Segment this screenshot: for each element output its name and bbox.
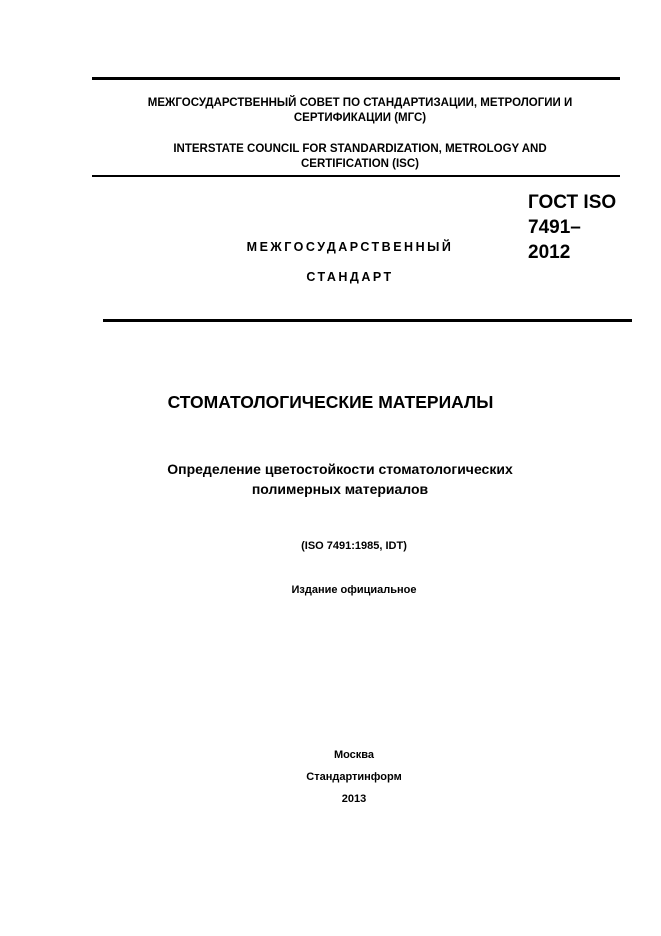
council-en-line2: CERTIFICATION (ISC)	[301, 158, 419, 170]
gost-designation	[528, 190, 616, 265]
imprint	[0, 744, 661, 810]
designation-line2: 7491–	[528, 217, 581, 238]
council-ru	[80, 96, 640, 126]
council-en	[80, 142, 640, 172]
top-rule	[92, 77, 620, 80]
section-rule	[103, 319, 632, 322]
designation-line1: ГОСТ ISO	[528, 192, 617, 213]
council-ru-line1: МЕЖГОСУДАРСТВЕННЫЙ СОВЕТ ПО СТАНДАРТИЗАЦИИ, МЕТРОЛОГИИ И	[147, 97, 573, 109]
designation-line3: 2012	[528, 242, 571, 263]
standard-type	[215, 232, 485, 292]
standard-type-line1: МЕЖГОСУДАРСТВЕННЫЙ	[246, 240, 454, 254]
edition-note: Издание официальное	[291, 584, 417, 596]
document-title: СТОМАТОЛОГИЧЕСКИЕ МАТЕРИАЛЫ	[167, 392, 494, 412]
subtitle-line1: Определение цветостойкости стоматологических	[167, 461, 513, 477]
standard-type-line2: СТАНДАРТ	[306, 270, 394, 284]
imprint-year: 2013	[341, 793, 367, 805]
imprint-city: Москва	[333, 749, 375, 761]
imprint-publisher: Стандартинформ	[306, 771, 402, 783]
header-rule	[92, 175, 620, 177]
council-en-line1: INTERSTATE COUNCIL FOR STANDARDIZATION, METROLOGY AND	[173, 143, 547, 155]
iso-reference: (ISO 7491:1985, IDT)	[301, 540, 407, 552]
subtitle-line2: полимерных материалов	[251, 481, 429, 497]
document-subtitle	[80, 459, 600, 499]
council-ru-line2: СЕРТИФИКАЦИИ (МГС)	[293, 112, 427, 124]
